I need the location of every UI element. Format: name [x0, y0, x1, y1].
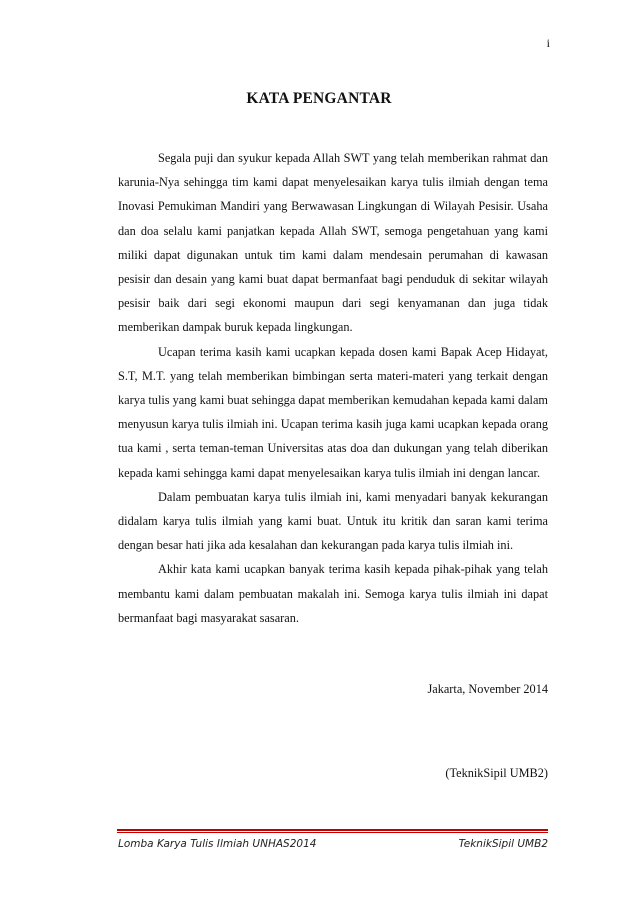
footer-left-text: Lomba Karya Tulis Ilmiah UNHAS2014 — [118, 838, 317, 850]
footer-divider-thin — [117, 832, 548, 833]
paragraph-1: Segala puji dan syukur kepada Allah SWT yang telah memberikan rahmat dan karunia-Nya sehingga tim kami dapat menyelesaikan karya tulis ilmiah dengan tema Inovasi Pemukiman Mandiri yang Berwawasan Lingkungan di Wilayah Pesisir. Usaha dan doa selalu kami panjatkan kepada Allah SWT, semoga pengetahuan yang kami miliki dapat digunakan untuk tim kami dalam mendesain perumahan di kawasan pesisir dan desain yang kami buat dapat bermanfaat bagi penduduk di sekitar wilayah pesisir baik dari segi ekonomi maupun dari segi kenyamanan dan juga tidak memberikan dampak buruk kepada lingkungan. — [118, 151, 548, 335]
paragraph-4: Akhir kata kami ucapkan banyak terima kasih kepada pihak-pihak yang telah membantu kami dalam pembuatan makalah ini. Semoga karya tulis ilmiah ini dapat bermanfaat bagi masyarakat sasaran. — [118, 562, 548, 625]
page-title: KATA PENGANTAR — [246, 90, 392, 107]
page-number: i — [546, 36, 550, 50]
preface-body — [118, 146, 548, 630]
footer-divider — [117, 829, 548, 833]
footer-divider-thick — [117, 829, 548, 831]
paragraph-2: Ucapan terima kasih kami ucapkan kepada dosen kami Bapak Acep Hidayat, S.T, M.T. yang telah memberikan bimbingan serta materi-materi yang terkait dengan karya tulis yang kami buat sehingga dapat memberikan kemudahan kepada kami dalam menyusun karya tulis ilmiah ini. Ucapan terima kasih juga kami ucapkan kepada orang tua kami , serta teman-teman Universitas atas doa dan dukungan yang telah diberikan kepada kami sehingga kami dapat menyelesaikan karya tulis ilmiah ini dengan lancar. — [118, 344, 548, 480]
signature: (TeknikSipil UMB2) — [445, 766, 548, 780]
place-date: Jakarta, November 2014 — [427, 682, 548, 696]
footer-right-text: TeknikSipil UMB2 — [458, 838, 548, 850]
paragraph-3: Dalam pembuatan karya tulis ilmiah ini, kami menyadari banyak kekurangan didalam karya tulis ilmiah yang kami buat. Untuk itu kritik dan saran kami terima dengan besar hati jika ada kesalahan dan kekurangan pada karya tulis ilmiah ini. — [118, 489, 548, 553]
